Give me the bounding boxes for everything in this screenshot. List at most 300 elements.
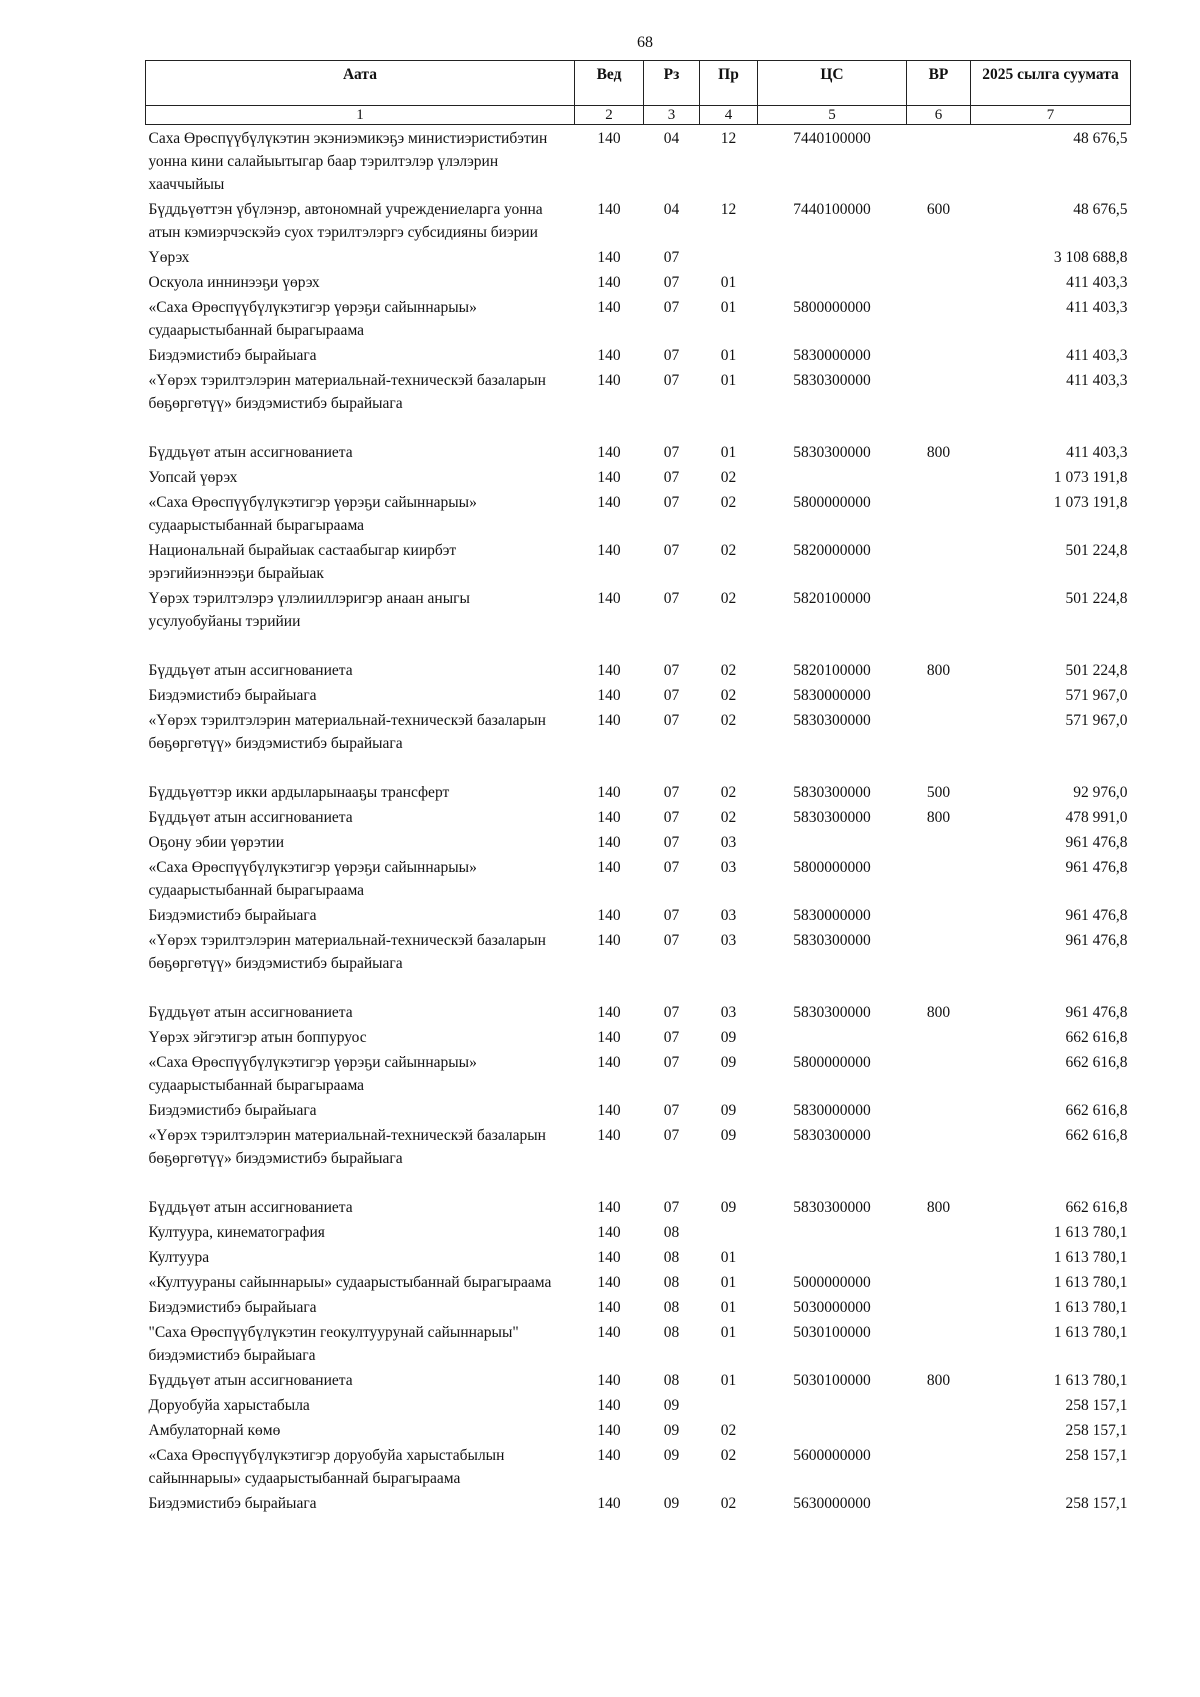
- row-amount: 3 108 688,8: [1053, 249, 1128, 266]
- row-rz: 08: [663, 1372, 680, 1389]
- row-pr: 09: [720, 1199, 737, 1216]
- row-name: Саха Өрөспүүбүлүкэтин экэниэмикэҕэ министиэристибэтин уонна кини салайыытыгар баар тэрилтэлэр үлэлэрин хааччыйыы: [148, 130, 548, 193]
- row-name: «Үөрэх тэрилтэлэрин материальнай-техническэй базаларын бөҕөргөтүү» биэдэмистибэ бырайыага: [148, 932, 546, 972]
- row-pr: 01: [720, 372, 737, 389]
- table-row: [146, 196, 1131, 244]
- row-pr: 01: [720, 299, 737, 316]
- row-ved: 140: [597, 1004, 621, 1021]
- row-cs: [758, 1024, 907, 1049]
- table-row: [146, 854, 1131, 902]
- row-amount: 1 613 780,1: [1053, 1324, 1128, 1341]
- row-amount: 571 967,0: [1065, 712, 1128, 729]
- row-rz: 07: [663, 809, 680, 826]
- row-amount: 961 476,8: [1065, 907, 1128, 924]
- row-ved: 140: [597, 1495, 621, 1512]
- row-name: Оҕону эбии үөрэтии: [148, 834, 285, 851]
- table-row: [146, 1097, 1131, 1122]
- row-name: Үөрэх тэрилтэлэрэ үлэлииллэригэр анаан аныгы усулуобуйаны тэрийии: [148, 590, 470, 630]
- header-cs: ЦС: [758, 61, 907, 106]
- table-row: [146, 1122, 1131, 1194]
- row-amount: 961 476,8: [1065, 1004, 1128, 1021]
- row-name: Бүддьүөт атын ассигнованиета: [148, 662, 353, 679]
- row-pr: 12: [720, 201, 737, 218]
- row-cs: [758, 244, 907, 269]
- row-rz: 07: [663, 907, 680, 924]
- row-pr: 02: [720, 687, 737, 704]
- row-ved: 140: [597, 1199, 621, 1216]
- row-amount: 501 224,8: [1065, 542, 1128, 559]
- row-pr: 02: [720, 809, 737, 826]
- row-ved: 140: [597, 1127, 621, 1144]
- column-number: 4: [700, 106, 758, 125]
- row-amount: 411 403,3: [1066, 274, 1128, 291]
- row-pr: 02: [720, 590, 737, 607]
- row-amount: 501 224,8: [1065, 590, 1128, 607]
- row-vr: 800: [926, 1372, 951, 1389]
- row-pr: 01: [720, 1299, 737, 1316]
- row-cs: [758, 1244, 907, 1269]
- row-vr: [907, 1024, 971, 1049]
- row-name: «Култуураны сайыннарыы» судаарыстыбаннай бырагыраама: [148, 1274, 552, 1291]
- row-rz: 07: [663, 1054, 680, 1071]
- row-amount: 961 476,8: [1065, 859, 1128, 876]
- row-pr: 09: [720, 1029, 737, 1046]
- row-cs: 7440100000: [793, 201, 871, 218]
- row-pr: 01: [720, 1372, 737, 1389]
- row-ved: 140: [597, 469, 621, 486]
- row-ved: 140: [597, 859, 621, 876]
- row-cs: 5830000000: [793, 907, 871, 924]
- row-ved: 140: [597, 1372, 621, 1389]
- row-ved: 140: [597, 542, 621, 559]
- row-ved: 140: [597, 1397, 621, 1414]
- table-row: [146, 1442, 1131, 1490]
- row-pr: [700, 244, 758, 269]
- row-amount: 501 224,8: [1065, 662, 1128, 679]
- row-ved: 140: [597, 1422, 621, 1439]
- row-vr: [907, 125, 971, 197]
- row-name: Амбулаторнай көмө: [148, 1422, 281, 1439]
- row-ved: 140: [597, 130, 621, 147]
- row-rz: 07: [663, 249, 680, 266]
- table-row: [146, 294, 1131, 342]
- row-pr: 02: [720, 662, 737, 679]
- row-rz: 07: [663, 1029, 680, 1046]
- row-name: Үөрэх эйгэтигэр атын боппуруос: [148, 1029, 367, 1046]
- row-amount: 411 403,3: [1066, 444, 1128, 461]
- row-pr: [700, 1392, 758, 1417]
- row-rz: 07: [663, 1004, 680, 1021]
- row-cs: [758, 1417, 907, 1442]
- table-row: [146, 1294, 1131, 1319]
- row-name: Култуура: [148, 1249, 210, 1266]
- row-ved: 140: [597, 299, 621, 316]
- row-rz: 07: [663, 687, 680, 704]
- row-pr: 02: [720, 784, 737, 801]
- row-vr: 800: [926, 1004, 951, 1021]
- row-amount: 662 616,8: [1065, 1127, 1128, 1144]
- row-name: Биэдэмистибэ бырайыага: [148, 1299, 317, 1316]
- row-rz: 07: [663, 274, 680, 291]
- column-number: 5: [758, 106, 907, 125]
- row-pr: 01: [720, 274, 737, 291]
- row-rz: 04: [663, 201, 680, 218]
- row-pr: 09: [720, 1102, 737, 1119]
- row-vr: [907, 489, 971, 537]
- row-rz: 08: [663, 1274, 680, 1291]
- header-amount: 2025 сылга суумата: [971, 61, 1131, 106]
- table-row: [146, 1319, 1131, 1367]
- header-vr: ВР: [907, 61, 971, 106]
- row-cs: 5820100000: [793, 590, 871, 607]
- row-amount: 478 991,0: [1065, 809, 1128, 826]
- table-row: [146, 682, 1131, 707]
- row-amount: 1 613 780,1: [1053, 1299, 1128, 1316]
- row-pr: 03: [720, 932, 737, 949]
- row-ved: 140: [597, 809, 621, 826]
- row-ved: 140: [597, 494, 621, 511]
- row-vr: [907, 1122, 971, 1194]
- table-row: [146, 1417, 1131, 1442]
- row-cs: 5030000000: [793, 1299, 871, 1316]
- header-ved: Вед: [575, 61, 644, 106]
- row-rz: 09: [663, 1422, 680, 1439]
- row-amount: 961 476,8: [1065, 834, 1128, 851]
- row-vr: [907, 464, 971, 489]
- row-pr: 02: [720, 469, 737, 486]
- row-cs: 5830300000: [793, 932, 871, 949]
- row-cs: 5830300000: [793, 1127, 871, 1144]
- row-cs: 5830300000: [793, 372, 871, 389]
- row-rz: 07: [663, 1102, 680, 1119]
- row-name: «Саха Өрөспүүбүлүкэтигэр үөрэҕи сайыннарыы» судаарыстыбаннай бырагыраама: [148, 299, 477, 339]
- row-rz: 08: [663, 1299, 680, 1316]
- row-vr: [907, 1097, 971, 1122]
- row-rz: 07: [663, 859, 680, 876]
- row-vr: [907, 585, 971, 657]
- column-number: 3: [644, 106, 700, 125]
- row-vr: [907, 1490, 971, 1515]
- row-amount: 411 403,3: [1066, 372, 1128, 389]
- table-row: [146, 804, 1131, 829]
- column-number: 6: [907, 106, 971, 125]
- row-cs: 5800000000: [793, 859, 871, 876]
- row-ved: 140: [597, 687, 621, 704]
- row-cs: 7440100000: [793, 130, 871, 147]
- row-ved: 140: [597, 372, 621, 389]
- row-rz: 08: [663, 1224, 680, 1241]
- header-row: [146, 61, 1131, 106]
- row-pr: 01: [720, 1249, 737, 1266]
- row-cs: 5830300000: [793, 809, 871, 826]
- row-name: Бүддьүөт атын ассигнованиета: [148, 1199, 353, 1216]
- row-pr: 12: [720, 130, 737, 147]
- row-name: Национальнай бырайыак састаабыгар киирбэт эрэгийиэннээҕи бырайыак: [148, 542, 457, 582]
- row-ved: 140: [597, 249, 621, 266]
- table-row: [146, 657, 1131, 682]
- row-name: «Саха Өрөспүүбүлүкэтигэр үөрэҕи сайыннарыы» судаарыстыбаннай бырагыраама: [148, 494, 477, 534]
- row-cs: 5800000000: [793, 1054, 871, 1071]
- table-row: [146, 1490, 1131, 1515]
- row-name: «Үөрэх тэрилтэлэрин материальнай-техническэй базаларын бөҕөргөтүү» биэдэмистибэ бырайыага: [148, 372, 546, 412]
- row-amount: 961 476,8: [1065, 932, 1128, 949]
- row-rz: 07: [663, 299, 680, 316]
- row-ved: 140: [597, 1224, 621, 1241]
- row-name: Оскуола иннинээҕи үөрэх: [148, 274, 320, 291]
- row-ved: 140: [597, 1102, 621, 1119]
- row-cs: 5800000000: [793, 494, 871, 511]
- row-amount: 411 403,3: [1066, 299, 1128, 316]
- row-amount: 258 157,1: [1065, 1397, 1128, 1414]
- row-rz: 07: [663, 1199, 680, 1216]
- table-row: [146, 1244, 1131, 1269]
- row-pr: 02: [720, 712, 737, 729]
- row-vr: 600: [926, 201, 951, 218]
- row-rz: 07: [663, 347, 680, 364]
- row-vr: [907, 537, 971, 585]
- row-name: Доруобуйа харыстабыла: [148, 1397, 310, 1414]
- row-rz: 07: [663, 494, 680, 511]
- row-cs: 5830000000: [793, 347, 871, 364]
- row-cs: [758, 464, 907, 489]
- column-number: 1: [146, 106, 575, 125]
- row-cs: 5830000000: [793, 1102, 871, 1119]
- row-vr: [907, 294, 971, 342]
- row-vr: [907, 902, 971, 927]
- row-cs: 5830300000: [793, 444, 871, 461]
- row-vr: [907, 1392, 971, 1417]
- table-row: [146, 342, 1131, 367]
- row-cs: [758, 1392, 907, 1417]
- row-vr: [907, 269, 971, 294]
- row-vr: [907, 1244, 971, 1269]
- table-row: [146, 464, 1131, 489]
- row-rz: 08: [663, 1249, 680, 1266]
- row-name: «Саха Өрөспүүбүлүкэтигэр үөрэҕи сайыннарыы» судаарыстыбаннай бырагыраама: [148, 859, 477, 899]
- row-vr: 800: [926, 809, 951, 826]
- row-rz: 07: [663, 542, 680, 559]
- row-cs: 5630000000: [793, 1495, 871, 1512]
- row-name: Култуура, кинематография: [148, 1224, 325, 1241]
- row-ved: 140: [597, 1249, 621, 1266]
- row-cs: 5030100000: [793, 1324, 871, 1341]
- row-pr: 09: [720, 1054, 737, 1071]
- row-vr: [907, 1049, 971, 1097]
- table-row: [146, 1049, 1131, 1097]
- row-name: "Саха Өрөспүүбүлүкэтин геокултуурунай сайыннарыы" биэдэмистибэ бырайыага: [148, 1324, 519, 1364]
- table-row: [146, 1367, 1131, 1392]
- row-rz: 07: [663, 784, 680, 801]
- row-pr: [700, 1219, 758, 1244]
- row-vr: 800: [926, 662, 951, 679]
- row-vr: [907, 707, 971, 779]
- row-cs: 5820000000: [793, 542, 871, 559]
- column-number-row: [146, 106, 1131, 125]
- row-ved: 140: [597, 201, 621, 218]
- table-row: [146, 1219, 1131, 1244]
- table-row: [146, 707, 1131, 779]
- row-pr: 01: [720, 444, 737, 461]
- row-amount: 1 613 780,1: [1053, 1224, 1128, 1241]
- row-name: Бүддьүөттэр икки ардыларынааҕы трансферт: [148, 784, 450, 801]
- row-pr: 01: [720, 1324, 737, 1341]
- row-rz: 04: [663, 130, 680, 147]
- row-rz: 07: [663, 712, 680, 729]
- row-vr: [907, 244, 971, 269]
- row-amount: 258 157,1: [1065, 1495, 1128, 1512]
- row-amount: 1 073 191,8: [1053, 494, 1128, 511]
- row-cs: [758, 829, 907, 854]
- row-amount: 258 157,1: [1065, 1447, 1128, 1464]
- row-name: Үөрэх: [148, 249, 190, 266]
- row-rz: 09: [663, 1495, 680, 1512]
- table-row: [146, 125, 1131, 197]
- row-name: Бүддьүөт атын ассигнованиета: [148, 809, 353, 826]
- header-pr: Пр: [700, 61, 758, 106]
- row-vr: [907, 1294, 971, 1319]
- row-cs: 5600000000: [793, 1447, 871, 1464]
- column-number: 7: [971, 106, 1131, 125]
- row-amount: 48 676,5: [1073, 130, 1128, 147]
- row-ved: 140: [597, 1054, 621, 1071]
- row-name: Биэдэмистибэ бырайыага: [148, 1495, 317, 1512]
- row-vr: [907, 342, 971, 367]
- row-cs: 5800000000: [793, 299, 871, 316]
- row-ved: 140: [597, 907, 621, 924]
- row-pr: 03: [720, 859, 737, 876]
- row-rz: 08: [663, 1324, 680, 1341]
- row-pr: 03: [720, 1004, 737, 1021]
- row-vr: 500: [926, 784, 951, 801]
- header-name: Аата: [146, 61, 575, 106]
- row-amount: 571 967,0: [1065, 687, 1128, 704]
- row-rz: 07: [663, 932, 680, 949]
- table-row: [146, 244, 1131, 269]
- row-cs: [758, 1219, 907, 1244]
- table-row: [146, 927, 1131, 999]
- row-rz: 07: [663, 469, 680, 486]
- row-pr: 03: [720, 834, 737, 851]
- row-pr: 02: [720, 1447, 737, 1464]
- row-ved: 140: [597, 444, 621, 461]
- row-amount: 1 613 780,1: [1053, 1274, 1128, 1291]
- table-row: [146, 489, 1131, 537]
- row-cs: 5830300000: [793, 784, 871, 801]
- row-cs: [758, 269, 907, 294]
- row-name: «Үөрэх тэрилтэлэрин материальнай-техническэй базаларын бөҕөргөтүү» биэдэмистибэ бырайыага: [148, 712, 546, 752]
- row-ved: 140: [597, 274, 621, 291]
- row-ved: 140: [597, 1447, 621, 1464]
- row-name: Бүддьүөт атын ассигнованиета: [148, 1372, 353, 1389]
- row-ved: 140: [597, 784, 621, 801]
- row-rz: 07: [663, 1127, 680, 1144]
- row-name: Бүддьүөттэн үбүлэнэр, автономнай учреждениеларга уонна атын кэмиэрчэскэйэ суох тэрилтэлэргэ субсидияны биэрии: [148, 201, 543, 241]
- row-ved: 140: [597, 590, 621, 607]
- table-body: [146, 125, 1131, 1516]
- row-pr: 09: [720, 1127, 737, 1144]
- row-cs: 5830300000: [793, 712, 871, 729]
- row-rz: 07: [663, 590, 680, 607]
- row-name: Биэдэмистибэ бырайыага: [148, 1102, 317, 1119]
- row-pr: 02: [720, 1495, 737, 1512]
- table-row: [146, 902, 1131, 927]
- row-pr: 01: [720, 347, 737, 364]
- row-amount: 662 616,8: [1065, 1199, 1128, 1216]
- table-row: [146, 1269, 1131, 1294]
- row-vr: [907, 682, 971, 707]
- row-vr: [907, 829, 971, 854]
- row-name: «Саха Өрөспүүбүлүкэтигэр доруобуйа харыстабылын сайыннарыы» судаарыстыбаннай бырагыраама: [148, 1447, 505, 1487]
- row-pr: 01: [720, 1274, 737, 1291]
- row-pr: 02: [720, 1422, 737, 1439]
- table-row: [146, 1392, 1131, 1417]
- row-ved: 140: [597, 347, 621, 364]
- table-row: [146, 269, 1131, 294]
- row-cs: 5030100000: [793, 1372, 871, 1389]
- row-amount: 662 616,8: [1065, 1029, 1128, 1046]
- row-cs: 5830300000: [793, 1004, 871, 1021]
- row-ved: 140: [597, 1299, 621, 1316]
- row-vr: [907, 367, 971, 439]
- row-amount: 258 157,1: [1065, 1422, 1128, 1439]
- row-vr: [907, 1417, 971, 1442]
- row-vr: [907, 1319, 971, 1367]
- budget-table: [145, 60, 1131, 1515]
- table-row: [146, 439, 1131, 464]
- row-ved: 140: [597, 662, 621, 679]
- row-vr: [907, 1219, 971, 1244]
- row-name: «Саха Өрөспүүбүлүкэтигэр үөрэҕи сайыннарыы» судаарыстыбаннай бырагыраама: [148, 1054, 477, 1094]
- row-name: Биэдэмистибэ бырайыага: [148, 907, 317, 924]
- row-amount: 1 073 191,8: [1053, 469, 1128, 486]
- row-vr: 800: [926, 1199, 951, 1216]
- row-cs: 5000000000: [793, 1274, 871, 1291]
- row-amount: 411 403,3: [1066, 347, 1128, 364]
- row-name: «Үөрэх тэрилтэлэрин материальнай-техническэй базаларын бөҕөргөтүү» биэдэмистибэ бырайыага: [148, 1127, 546, 1167]
- row-cs: 5820100000: [793, 662, 871, 679]
- row-ved: 140: [597, 712, 621, 729]
- row-rz: 09: [663, 1447, 680, 1464]
- row-vr: [907, 927, 971, 999]
- table-row: [146, 1024, 1131, 1049]
- table-row: [146, 585, 1131, 657]
- row-ved: 140: [597, 1274, 621, 1291]
- row-amount: 92 976,0: [1073, 784, 1128, 801]
- page-number: 68: [637, 34, 653, 51]
- row-amount: 1 613 780,1: [1053, 1249, 1128, 1266]
- row-vr: [907, 1442, 971, 1490]
- row-rz: 07: [663, 834, 680, 851]
- row-amount: 1 613 780,1: [1053, 1372, 1128, 1389]
- row-name: Бүддьүөт атын ассигнованиета: [148, 1004, 353, 1021]
- row-name: Биэдэмистибэ бырайыага: [148, 347, 317, 364]
- row-amount: 662 616,8: [1065, 1054, 1128, 1071]
- row-pr: 03: [720, 907, 737, 924]
- row-ved: 140: [597, 932, 621, 949]
- row-pr: 02: [720, 494, 737, 511]
- row-amount: 662 616,8: [1065, 1102, 1128, 1119]
- header-rz: Рз: [644, 61, 700, 106]
- row-vr: [907, 854, 971, 902]
- row-name: Уопсай үөрэх: [148, 469, 238, 486]
- row-pr: 02: [720, 542, 737, 559]
- row-vr: 800: [926, 444, 951, 461]
- table-row: [146, 999, 1131, 1024]
- row-name: Биэдэмистибэ бырайыага: [148, 687, 317, 704]
- table-row: [146, 367, 1131, 439]
- row-ved: 140: [597, 834, 621, 851]
- table-row: [146, 779, 1131, 804]
